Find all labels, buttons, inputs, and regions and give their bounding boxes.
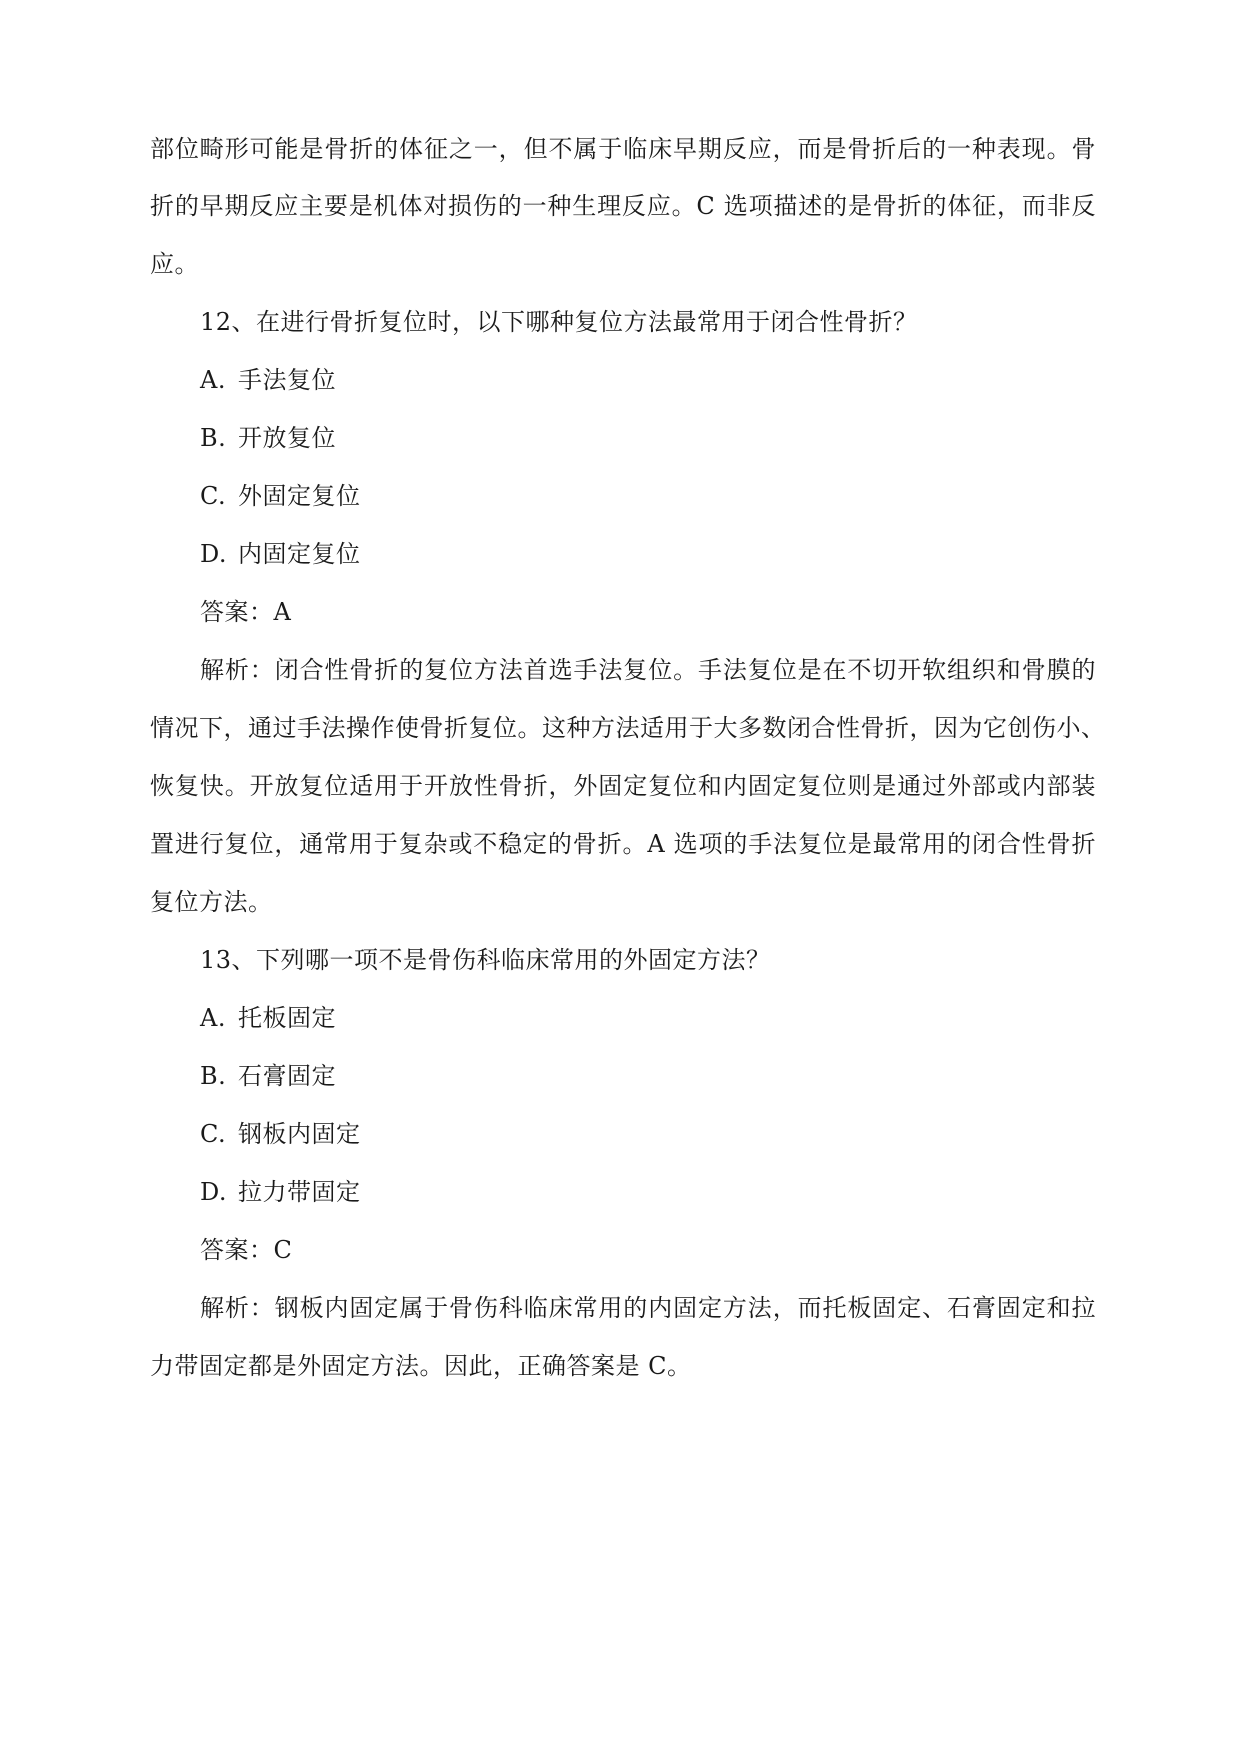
option-text: 拉力带固定 [238,1178,361,1206]
option-text: 外固定复位 [238,482,361,510]
q13-explanation-line-2: 力带固定都是外固定方法。因此，正确答案是 C。 [150,1352,692,1380]
q12-answer: 答案：A [200,598,292,626]
q12-explanation-line-4: 置进行复位，通常用于复杂或不稳定的骨折。A 选项的手法复位是最常用的闭合性骨折 [150,830,1096,858]
option-letter: B. [200,424,227,452]
q13-option-a [200,1002,336,1034]
q13-option-c [200,1118,361,1150]
q12-explanation-line-1: 解析：闭合性骨折的复位方法首选手法复位。手法复位是在不切开软组织和骨膜的 [200,656,1096,684]
q12-explanation-line-5: 复位方法。 [150,888,273,916]
q12-question: 12、在进行骨折复位时，以下哪种复位方法最常用于闭合性骨折？ [200,308,918,336]
q11-explanation-line-3: 应。 [150,250,199,278]
option-text: 内固定复位 [238,540,361,568]
q12-option-b [200,422,336,454]
q11-explanation-line-1: 部位畸形可能是骨折的体征之一，但不属于临床早期反应，而是骨折后的一种表现。骨 [150,135,1096,163]
q12-option-c [200,480,361,512]
option-letter: D. [200,540,228,568]
q12-option-a [200,364,336,396]
q13-explanation-line-1: 解析：钢板内固定属于骨伤科临床常用的内固定方法，而托板固定、石膏固定和拉 [200,1294,1096,1322]
option-letter: C. [200,1120,227,1148]
q13-option-b [200,1060,336,1092]
q13-option-d [200,1176,361,1208]
q11-explanation-line-2: 折的早期反应主要是机体对损伤的一种生理反应。C 选项描述的是骨折的体征，而非反 [150,192,1096,220]
option-text: 托板固定 [238,1004,336,1032]
option-letter: D. [200,1178,228,1206]
q12-explanation-line-3: 恢复快。开放复位适用于开放性骨折，外固定复位和内固定复位则是通过外部或内部装 [150,772,1096,800]
option-letter: A. [200,1004,226,1032]
option-text: 手法复位 [238,366,336,394]
q13-answer: 答案：C [200,1236,293,1264]
option-letter: C. [200,482,227,510]
q12-explanation-line-2: 情况下，通过手法操作使骨折复位。这种方法适用于大多数闭合性骨折，因为它创伤小、 [150,714,1106,742]
option-text: 钢板内固定 [238,1120,361,1148]
option-letter: A. [200,366,226,394]
q12-option-d [200,538,361,570]
q13-question: 13、下列哪一项不是骨伤科临床常用的外固定方法？ [200,946,771,974]
option-text: 开放复位 [238,424,336,452]
option-text: 石膏固定 [238,1062,336,1090]
option-letter: B. [200,1062,227,1090]
